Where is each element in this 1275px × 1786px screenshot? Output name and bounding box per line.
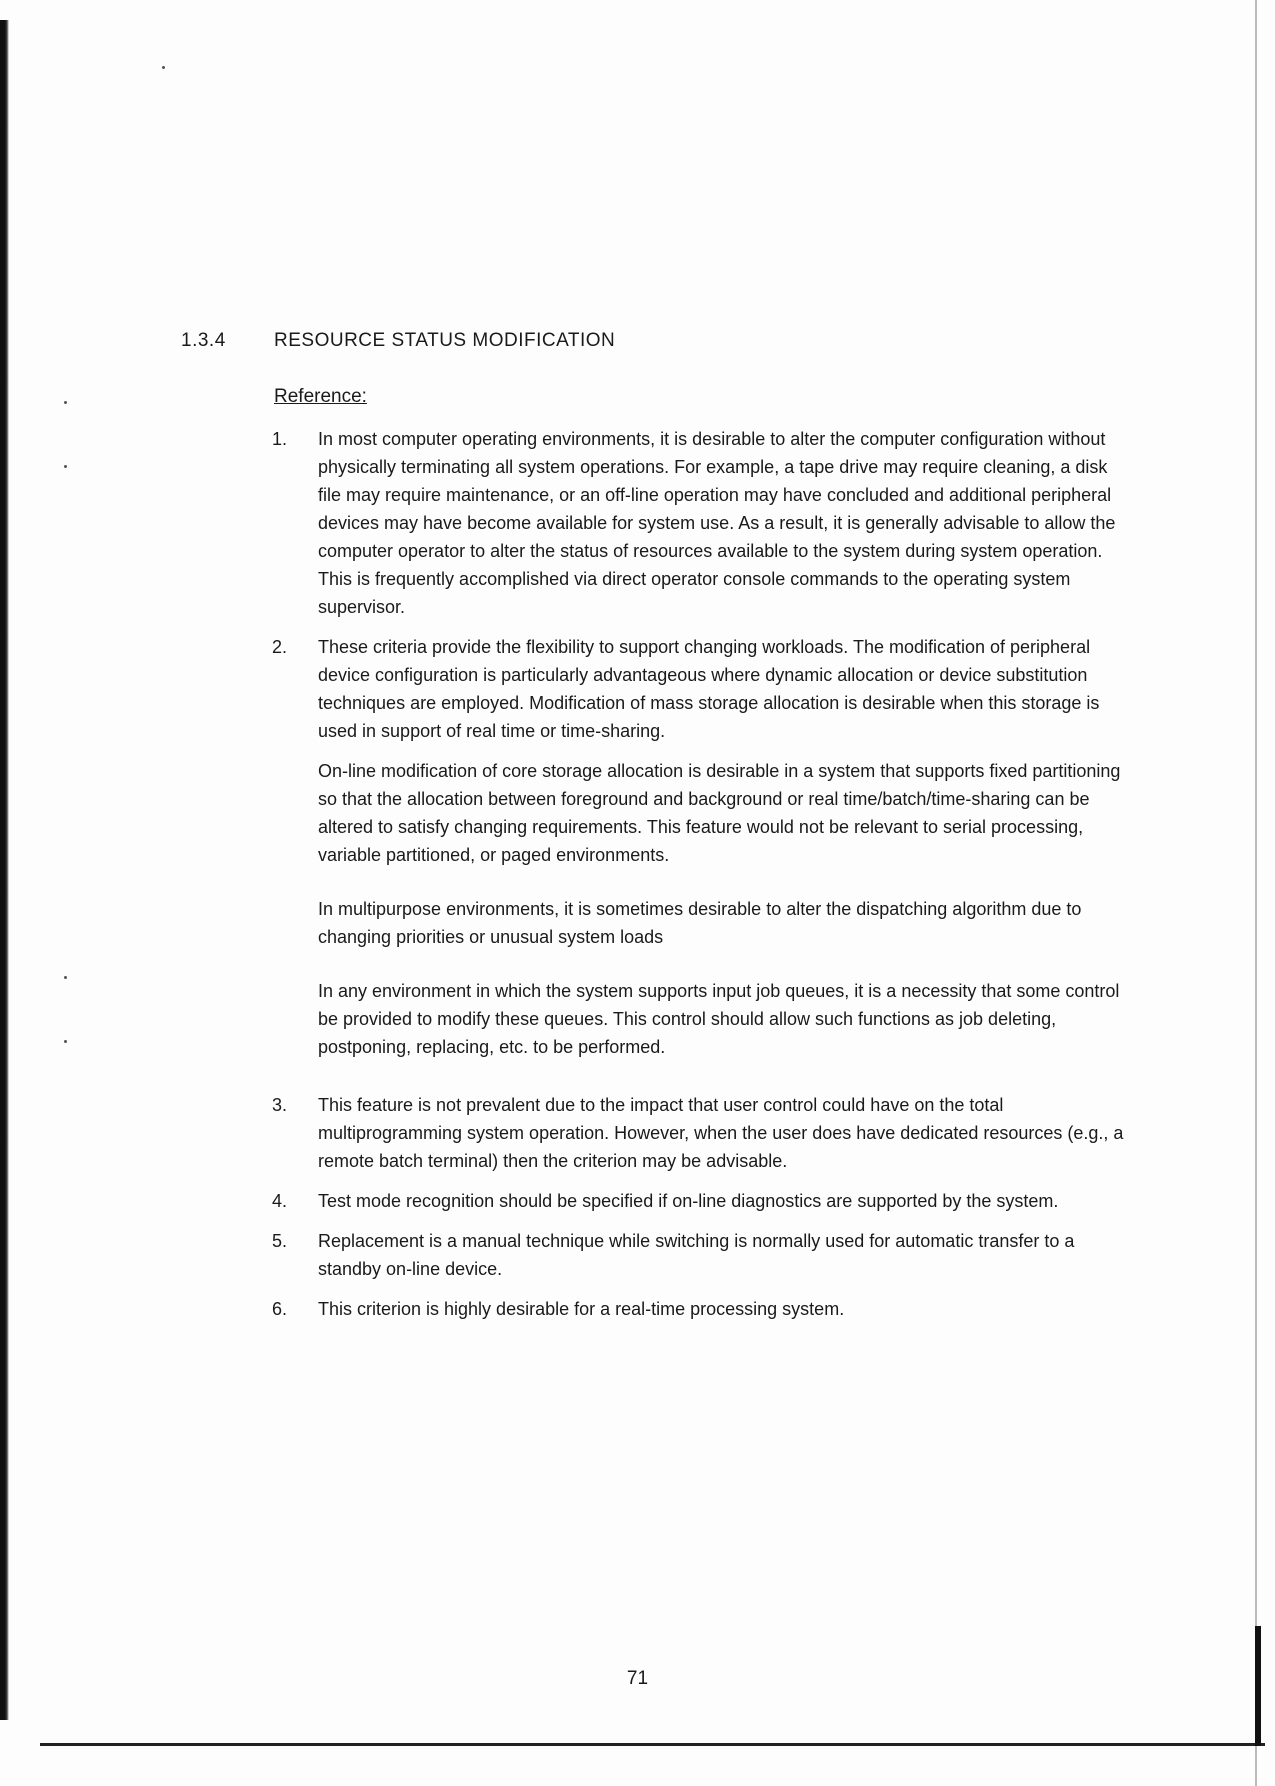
scan-speck <box>162 66 165 69</box>
scan-bottom-edge <box>40 1743 1265 1746</box>
reference-list <box>272 425 1132 1335</box>
list-marker: 4. <box>272 1191 288 1211</box>
scan-speck <box>64 465 67 468</box>
scan-speck <box>64 401 67 404</box>
list-paragraph: In multipurpose environments, it is sometimes desirable to alter the dispatching algorithm due to changing priorities or unusual system loads <box>318 899 1082 947</box>
scan-speck <box>64 1040 67 1043</box>
list-marker: 3. <box>272 1095 288 1115</box>
reference-label: Reference: <box>274 386 367 407</box>
scan-right-edge <box>1255 0 1257 1786</box>
list-item <box>272 633 1132 1061</box>
list-marker: 1. <box>272 429 288 449</box>
scan-speck <box>64 976 67 979</box>
list-item <box>272 1295 1132 1323</box>
list-paragraph: On-line modification of core storage allocation is desirable in a system that supports fixed partitioning so that the allocation between foreground and background or real time/batch/time-sharing can be altered to satisfy changing requirements. This feature would not be relevant to serial processing, variable partitioned, or paged environments. <box>318 761 1121 865</box>
section-title: RESOURCE STATUS MODIFICATION <box>274 330 616 351</box>
list-item <box>272 1227 1132 1283</box>
list-marker: 5. <box>272 1231 288 1251</box>
list-paragraph: In any environment in which the system supports input job queues, it is a necessity that some control be provided to modify these queues. This control should allow such functions as job deleting, postponing, replacing, etc. to be performed. <box>318 981 1120 1057</box>
list-marker: 6. <box>272 1299 288 1319</box>
list-paragraph: This feature is not prevalent due to the impact that user control could have on the total multiprogramming system operation. However, when the user does have dedicated resources (e.g., a remote batch terminal) then the criterion may be advisable. <box>318 1095 1124 1171</box>
section-number: 1.3.4 <box>181 330 226 351</box>
list-item <box>272 1187 1132 1215</box>
list-paragraph: This criterion is highly desirable for a real-time processing system. <box>318 1299 845 1319</box>
section-heading <box>181 330 615 352</box>
list-item <box>272 1091 1132 1175</box>
list-paragraph: These criteria provide the flexibility to support changing workloads. The modification of peripheral device configuration is particularly advantageous where dynamic allocation or device substitution techniques are employed. Modification of mass storage allocation is desirable when this storage is used in support of real time or time-sharing. <box>318 637 1100 741</box>
list-item <box>272 425 1132 621</box>
list-paragraph: Replacement is a manual technique while switching is normally used for automatic transfer to a standby on-line device. <box>318 1231 1075 1279</box>
scan-left-edge <box>0 20 9 1720</box>
list-marker: 2. <box>272 637 288 657</box>
list-paragraph: Test mode recognition should be specified if on-line diagnostics are supported by the system. <box>318 1191 1059 1211</box>
page-number: 71 <box>626 1668 649 1689</box>
list-paragraph: In most computer operating environments, it is desirable to alter the computer configuration without physically terminating all system operations. For example, a tape drive may require cleaning, a disk file may require maintenance, or an off-line operation may have concluded and additional peripheral devices may have become available for system use. As a result, it is generally advisable to allow the computer operator to alter the status of resources available to the system during system operation. This is frequently accomplished via direct operator console commands to the operating system supervisor. <box>318 429 1116 617</box>
